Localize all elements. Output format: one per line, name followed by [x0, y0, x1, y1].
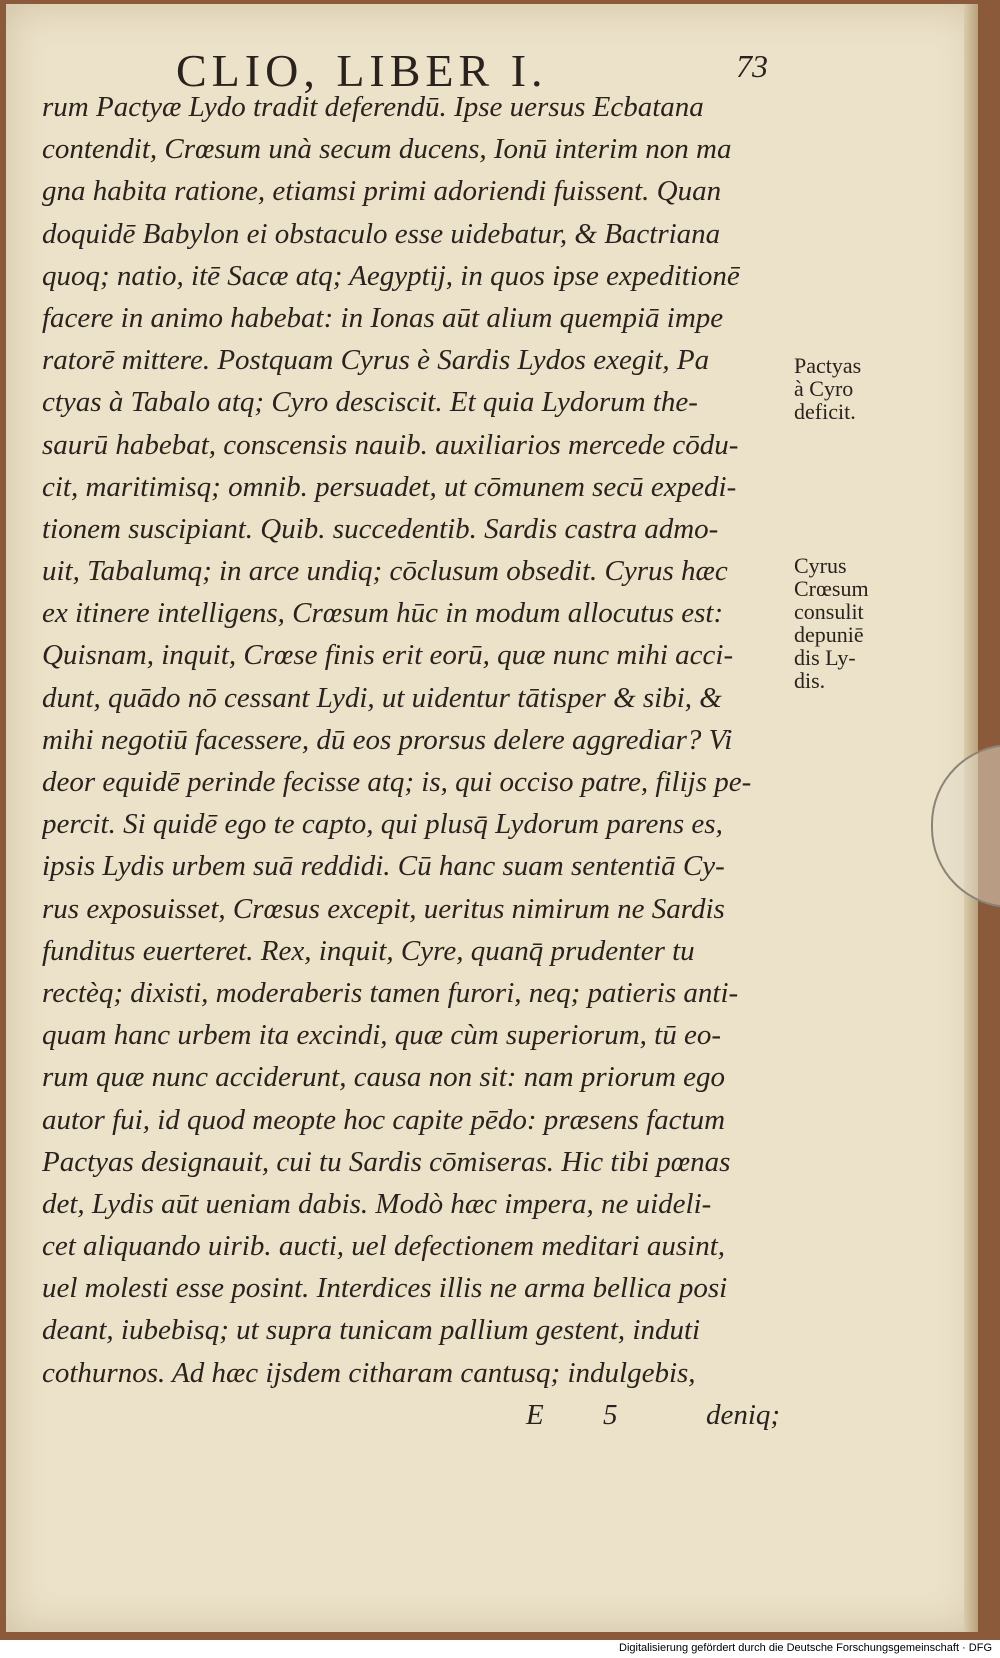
text-line: facere in animo habebat: in Ionas aūt alium quempiā impe — [42, 301, 724, 334]
text-line: rum Pactyæ Lydo tradit deferendū. Ipse uersus Ecbatana — [42, 91, 704, 123]
text-line: mihi negotiū facessere, dū eos prorsus delere aggrediar? Vi — [42, 723, 733, 756]
text-line: deant, iubebisq; ut supra tunicam pallium gestent, induti — [42, 1314, 701, 1347]
marginal-line: depuniē — [794, 622, 864, 647]
text-line: ctyas à Tabalo atq; Cyro desciscit. Et quia Lydorum the- — [42, 386, 698, 419]
marginal-line: à Cyro — [794, 376, 854, 401]
text-line: cothurnos. Ad hæc ijsdem citharam cantusq; indulgebis, — [42, 1356, 696, 1389]
marginal-line: Pactyas — [794, 353, 862, 378]
main-text-block — [42, 86, 788, 1394]
credit-bar — [0, 1640, 1000, 1658]
book-page — [6, 4, 978, 1632]
text-line: ex itinere intelligens, Crœsum hūc in modum allocutus est: — [42, 597, 724, 630]
text-line: det, Lydis aūt ueniam dabis. Modò hæc impera, ne uideli- — [42, 1187, 712, 1220]
text-line: funditus euerteret. Rex, inquit, Cyre, quanq̄ prudenter tu — [42, 934, 695, 967]
marginal-line: dis Ly- — [794, 645, 856, 670]
marginal-note-cyrus — [794, 554, 924, 692]
folio-number: 73 — [736, 48, 768, 84]
text-line: Quisnam, inquit, Crœse finis erit eorū, quæ nunc mihi acci- — [42, 639, 734, 672]
marginal-line: dis. — [794, 668, 826, 693]
text-line: percit. Si quidē ego te capto, qui plusq̄ Lydorum parens es, — [42, 808, 723, 841]
marginal-line: Crœsum — [794, 576, 869, 601]
text-line: uit, Tabalumq; in arce undiq; cōclusum obsedit. Cyrus hæc — [42, 555, 728, 588]
text-line: autor fui, id quod meopte hoc capite pēdo: præsens factum — [42, 1103, 726, 1136]
text-line: uel molesti esse posint. Interdices illis ne arma bellica posi — [42, 1272, 728, 1305]
text-line: rectèq; dixisti, moderaberis tamen furori, neq; patieris anti- — [42, 976, 739, 1009]
signature-mark: E 5 — [526, 1399, 644, 1431]
text-line: tionem suscipiant. Quib. succedentib. Sardis castra admo- — [42, 512, 719, 545]
text-line: cet aliquando uirib. aucti, uel defectionem meditari ausint, — [42, 1230, 726, 1263]
text-line: rus exposuisset, Crœsus excepit, ueritus nimirum ne Sardis — [42, 892, 725, 925]
text-line: doquidē Babylon ei obstaculo esse uidebatur, & Bactriana — [42, 217, 721, 250]
marginal-note-pactyas — [794, 354, 924, 423]
text-line: dunt, quādo nō cessant Lydi, ut uidentur tātisper & sibi, & — [42, 681, 722, 714]
text-line: gna habita ratione, etiamsi primi adoriendi fuissent. Quan — [42, 175, 722, 208]
thumb-tab-outline — [931, 744, 1000, 908]
text-line: quam hanc urbem ita excindi, quæ cùm superiorum, tū eo- — [42, 1019, 721, 1052]
page-footer — [6, 1399, 978, 1439]
marginal-line: deficit. — [794, 399, 856, 424]
digitization-credit: Digitalisierung gefördert durch die Deutsche Forschungsgemeinschaft · DFG — [619, 1642, 992, 1654]
text-line: rum quæ nunc acciderunt, causa non sit: nam priorum ego — [42, 1061, 726, 1094]
marginal-line: consulit — [794, 599, 864, 624]
text-line: cit, maritimisq; omnib. persuadet, ut cōmunem secū expedi- — [42, 470, 737, 503]
text-line: ratorē mittere. Postquam Cyrus è Sardis Lydos exegit, Pa — [42, 344, 710, 377]
text-line: contendit, Crœsum unà secum ducens, Ionū interim non ma — [42, 133, 732, 166]
text-line: quoq; natio, itē Sacæ atq; Aegyptij, in quos ipse expeditionē — [42, 259, 740, 292]
text-line: Pactyas designauit, cui tu Sardis cōmiseras. Hic tibi pœnas — [42, 1145, 731, 1178]
marginal-line: Cyrus — [794, 553, 847, 578]
text-line: ipsis Lydis urbem suā reddidi. Cū hanc suam sententiā Cy- — [42, 850, 725, 883]
running-head: CLIO, LIBER I. — [176, 45, 548, 96]
text-line: deor equidē perinde fecisse atq; is, qui occiso patre, filijs pe- — [42, 766, 752, 798]
text-line: saurū habebat, conscensis nauib. auxiliarios mercede cōdu- — [42, 428, 739, 461]
catchword: deniq; — [706, 1399, 781, 1431]
